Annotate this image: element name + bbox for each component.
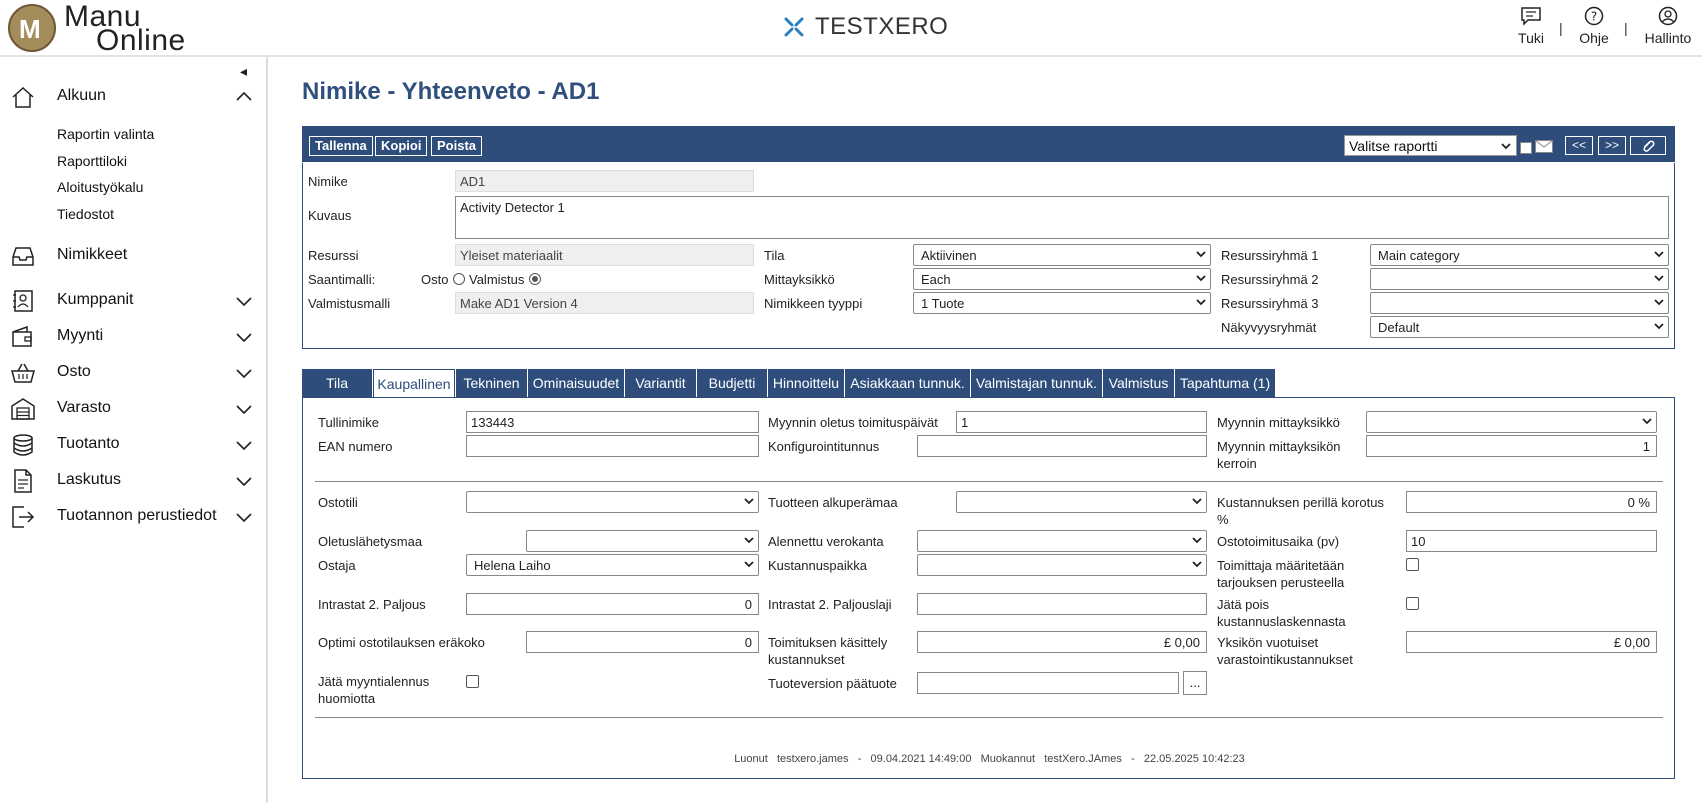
resurssiryhma3-select[interactable] bbox=[1370, 292, 1669, 314]
chevron-down-icon bbox=[1192, 559, 1202, 569]
sidebar-subitem-tiedostot[interactable]: Tiedostot bbox=[57, 206, 115, 222]
kustannuspaikka-label: Kustannuspaikka bbox=[768, 558, 868, 573]
resurssi-field: Yleiset materiaalit bbox=[455, 244, 754, 266]
varastointi-input[interactable]: £ 0,00 bbox=[1406, 631, 1657, 653]
tarjous-label: Toimittaja määritetään bbox=[1217, 558, 1345, 573]
ostotili-select[interactable] bbox=[466, 491, 759, 513]
ostaja-value: Helena Laiho bbox=[474, 558, 551, 573]
invoice-icon bbox=[10, 468, 36, 494]
mittayksikko-label: Mittayksikkö bbox=[764, 272, 835, 287]
sidebar-item-label: Tuotannon perustiedot bbox=[57, 507, 217, 524]
tab-tila[interactable]: Tila bbox=[302, 369, 372, 398]
sidebar-item-laskutus[interactable] bbox=[0, 466, 266, 496]
sidebar-item-tuotanto[interactable] bbox=[0, 430, 266, 460]
ostaja-select[interactable] bbox=[466, 554, 759, 576]
attachment-button[interactable] bbox=[1630, 136, 1666, 155]
tab-valmistajan-tunnukset[interactable]: Valmistajan tunnuk. bbox=[971, 369, 1102, 398]
kasittely-label-line2: kustannukset bbox=[768, 652, 845, 667]
section-divider bbox=[315, 481, 1663, 482]
resurssiryhma1-select[interactable] bbox=[1370, 244, 1669, 266]
sidebar-subitem-raporttiloki[interactable]: Raporttiloki bbox=[57, 153, 128, 169]
sidebar-item-label: Osto bbox=[57, 363, 91, 380]
paperclip-icon bbox=[1641, 139, 1655, 153]
erakoko-label: Optimi ostotilauksen eräkoko bbox=[318, 635, 485, 650]
korotus-input[interactable]: 0 % bbox=[1406, 491, 1657, 513]
tila-value: Aktiivinen bbox=[921, 248, 977, 263]
paatuote-lookup-button[interactable]: ... bbox=[1183, 671, 1207, 695]
resurssiryhma1-label: Resurssiryhmä 1 bbox=[1221, 248, 1319, 263]
chevron-down-icon bbox=[744, 535, 754, 545]
paatuote-label: Tuoteversion päätuote bbox=[768, 676, 897, 691]
tullinimike-label: Tullinimike bbox=[318, 415, 379, 430]
sidebar-item-osto[interactable] bbox=[0, 358, 266, 388]
kerroin-label: Myynnin mittayksikön bbox=[1217, 439, 1341, 454]
chevron-down-icon[interactable] bbox=[235, 508, 253, 526]
header-link-label: Hallinto bbox=[1644, 30, 1692, 46]
saantimalli-label: Saantimalli: bbox=[308, 272, 376, 287]
chevron-down-icon bbox=[744, 496, 754, 506]
chevron-down-icon bbox=[1654, 249, 1664, 259]
valmistusmalli-label: Valmistusmalli bbox=[308, 296, 391, 311]
kaupallinen-panel bbox=[302, 397, 1675, 779]
tullinimike-input[interactable]: 133443 bbox=[466, 411, 759, 433]
tab-valmistus[interactable]: Valmistus bbox=[1103, 369, 1174, 398]
chevron-down-icon[interactable] bbox=[235, 364, 253, 382]
chevron-down-icon bbox=[1192, 496, 1202, 506]
sidebar-subitem-aloitustyokalu[interactable]: Aloitustyökalu bbox=[57, 179, 144, 195]
varastointi-label-line2: varastointikustannukset bbox=[1217, 652, 1353, 667]
copy-button[interactable]: Kopioi bbox=[375, 136, 427, 156]
intrastat-paljouslaji-input[interactable] bbox=[917, 593, 1207, 615]
sidebar bbox=[0, 57, 268, 803]
resurssiryhma2-select[interactable] bbox=[1370, 268, 1669, 290]
page-title: Nimike - Yhteenveto - AD1 bbox=[302, 78, 600, 105]
sidebar-item-myynti[interactable] bbox=[0, 322, 266, 352]
valmistus-radio-label: Valmistus bbox=[469, 272, 525, 287]
report-select[interactable] bbox=[1344, 135, 1517, 156]
sidebar-item-label: Kumppanit bbox=[57, 291, 134, 308]
myynnin-mittayksikko-select[interactable] bbox=[1366, 411, 1657, 433]
tab-tekninen[interactable]: Tekninen bbox=[456, 369, 527, 398]
erakoko-input[interactable]: 0 bbox=[526, 631, 759, 653]
resurssiryhma2-label: Resurssiryhmä 2 bbox=[1221, 272, 1319, 287]
nimikkeen-tyyppi-value: 1 Tuote bbox=[921, 296, 965, 311]
tab-asiakkaan-tunnukset[interactable]: Asiakkaan tunnuk. bbox=[845, 369, 970, 398]
next-record-button[interactable]: >> bbox=[1598, 136, 1626, 155]
chat-icon bbox=[1520, 6, 1542, 26]
chevron-down-icon bbox=[1654, 321, 1664, 331]
chevron-down-icon[interactable] bbox=[235, 292, 253, 310]
ostotoimitusaika-input[interactable]: 10 bbox=[1406, 530, 1657, 552]
jata-pois-label: Jätä pois bbox=[1217, 597, 1270, 612]
user-icon bbox=[1657, 6, 1679, 26]
paatuote-input[interactable] bbox=[917, 672, 1179, 694]
svg-text:?: ? bbox=[1590, 9, 1598, 24]
save-button[interactable]: Tallenna bbox=[309, 136, 373, 156]
logo-mark: M bbox=[8, 4, 56, 52]
sidebar-item-label: Varasto bbox=[57, 399, 111, 416]
verokanta-select[interactable] bbox=[917, 530, 1207, 552]
sidebar-item-label: Myynti bbox=[57, 327, 104, 344]
nakyvyysryhmat-label: Näkyvyysryhmät bbox=[1221, 320, 1317, 335]
tab-tapahtuma[interactable]: Tapahtuma (1) bbox=[1175, 369, 1275, 398]
kerroin-input[interactable]: 1 bbox=[1366, 435, 1657, 457]
myynnin-mittayksikko-label: Myynnin mittayksikkö bbox=[1217, 415, 1340, 430]
mittayksikko-select[interactable] bbox=[913, 268, 1211, 290]
toimituspaivat-input[interactable]: 1 bbox=[956, 411, 1207, 433]
resurssiryhma3-label: Resurssiryhmä 3 bbox=[1221, 296, 1319, 311]
kustannuspaikka-select[interactable] bbox=[917, 554, 1207, 576]
tila-label: Tila bbox=[764, 248, 785, 263]
chevron-down-icon[interactable] bbox=[235, 472, 253, 490]
chevron-down-icon bbox=[1654, 273, 1664, 283]
korotus-label-line2: % bbox=[1217, 512, 1229, 527]
nimikkeen-tyyppi-label: Nimikkeen tyyppi bbox=[764, 296, 863, 311]
delete-button[interactable]: Poista bbox=[431, 136, 482, 156]
header-separator: | bbox=[1624, 20, 1628, 36]
wallet-icon bbox=[10, 324, 36, 350]
database-icon bbox=[10, 432, 36, 458]
sidebar-item-label: Nimikkeet bbox=[57, 246, 128, 263]
myyntialennus-label-line2: huomiotta bbox=[318, 691, 376, 706]
header-link-hallinto[interactable] bbox=[1638, 6, 1698, 46]
item-header-panel bbox=[302, 163, 1675, 349]
intrastat-paljous-label: Intrastat 2. Paljous bbox=[318, 597, 426, 612]
intrastat-paljous-input[interactable]: 0 bbox=[466, 593, 759, 615]
ostotili-label: Ostotili bbox=[318, 495, 358, 510]
logo-text-online: Online bbox=[96, 24, 186, 57]
chevron-down-icon bbox=[1501, 141, 1511, 151]
company-brand bbox=[783, 12, 948, 42]
kuvaus-label: Kuvaus bbox=[308, 208, 352, 223]
header-link-label: Tuki bbox=[1518, 30, 1544, 46]
chevron-down-icon bbox=[1192, 535, 1202, 545]
top-bar bbox=[0, 0, 1702, 57]
resurssi-label: Resurssi bbox=[308, 248, 359, 263]
oletuslahetysmaa-label: Oletuslähetysmaa bbox=[318, 534, 423, 549]
varastointi-label: Yksikön vuotuiset bbox=[1217, 635, 1319, 650]
ean-label: EAN numero bbox=[318, 439, 393, 454]
section-divider bbox=[315, 717, 1663, 718]
chevron-down-icon[interactable] bbox=[235, 400, 253, 418]
jata-pois-label-line2: kustannuslaskennasta bbox=[1217, 614, 1346, 629]
header-separator: | bbox=[1559, 20, 1563, 36]
oletuslahetysmaa-select[interactable] bbox=[526, 530, 759, 552]
tarjous-label-line2: tarjouksen perusteella bbox=[1217, 575, 1345, 590]
nimike-label: Nimike bbox=[308, 174, 348, 189]
sidebar-item-label: Laskutus bbox=[57, 471, 122, 488]
inbox-icon bbox=[10, 243, 36, 269]
tab-budjetti[interactable]: Budjetti bbox=[697, 369, 767, 398]
sidebar-item-alkuun[interactable] bbox=[0, 82, 266, 112]
home-icon bbox=[10, 84, 36, 110]
tab-hinnoittelu[interactable]: Hinnoittelu bbox=[768, 369, 844, 398]
header-link-label: Ohje bbox=[1579, 30, 1609, 46]
sidebar-item-label: Tuotanto bbox=[57, 435, 120, 452]
alkuperamaa-label: Tuotteen alkuperämaa bbox=[768, 495, 898, 510]
chevron-down-icon bbox=[1196, 249, 1206, 259]
nimikkeen-tyyppi-select[interactable] bbox=[913, 292, 1211, 314]
help-icon bbox=[1583, 6, 1605, 26]
sidebar-item-label: Alkuun bbox=[57, 87, 106, 104]
tab-kaupallinen[interactable]: Kaupallinen bbox=[373, 369, 455, 399]
chevron-down-icon[interactable] bbox=[235, 436, 253, 454]
chevron-down-icon bbox=[1654, 297, 1664, 307]
myyntialennus-label: Jätä myyntialennus bbox=[318, 674, 430, 689]
osto-radio[interactable] bbox=[453, 273, 465, 285]
myyntialennus-checkbox[interactable] bbox=[466, 675, 479, 688]
sidebar-item-tuotannon-perustiedot[interactable] bbox=[0, 502, 266, 532]
kasittely-label: Toimituksen käsittely bbox=[768, 635, 888, 650]
kasittely-input[interactable]: £ 0,00 bbox=[917, 631, 1207, 653]
chevron-down-icon bbox=[1642, 416, 1652, 426]
basket-icon bbox=[10, 360, 36, 386]
tila-select[interactable] bbox=[913, 244, 1211, 266]
intrastat-paljouslaji-label: Intrastat 2. Paljouslaji bbox=[768, 597, 892, 612]
sidebar-item-varasto[interactable] bbox=[0, 394, 266, 424]
tab-variantit[interactable]: Variantit bbox=[625, 369, 696, 398]
chevron-down-icon[interactable] bbox=[235, 328, 253, 346]
nakyvyysryhmat-select[interactable] bbox=[1370, 316, 1669, 338]
chevron-down-icon bbox=[1196, 273, 1206, 283]
contacts-icon bbox=[10, 288, 36, 314]
audit-info: Luonut testxero.james - 09.04.2021 14:49:00 Muokannut testXero.JAmes - 22.05.2025 10:42:23 bbox=[734, 753, 1245, 765]
logo-text-manu: Manu bbox=[64, 0, 142, 33]
sidebar-subitem-raportin-valinta[interactable]: Raportin valinta bbox=[57, 126, 155, 142]
kerroin-label-line2: kerroin bbox=[1217, 456, 1257, 471]
korotus-label: Kustannuksen perillä korotus bbox=[1217, 495, 1384, 510]
sidebar-item-nimikkeet[interactable] bbox=[0, 241, 266, 271]
valmistus-radio[interactable] bbox=[529, 273, 541, 285]
alkuperamaa-select[interactable] bbox=[956, 491, 1207, 513]
report-email-checkbox[interactable] bbox=[1520, 142, 1532, 154]
nakyvyysryhmat-value: Default bbox=[1378, 320, 1420, 335]
nimike-field: AD1 bbox=[455, 170, 754, 192]
konfigurointitunnus-label: Konfigurointitunnus bbox=[768, 439, 880, 454]
xero-cross-icon bbox=[783, 16, 805, 38]
warehouse-icon bbox=[10, 396, 36, 422]
mail-icon[interactable] bbox=[1535, 140, 1553, 153]
chevron-down-icon bbox=[1196, 297, 1206, 307]
header-link-tuki[interactable] bbox=[1501, 6, 1561, 46]
konfigurointitunnus-input[interactable] bbox=[917, 435, 1207, 457]
sidebar-item-kumppanit[interactable] bbox=[0, 286, 266, 316]
chevron-up-icon[interactable] bbox=[235, 88, 253, 106]
resurssiryhma1-value: Main category bbox=[1378, 248, 1460, 263]
chevron-down-icon bbox=[744, 559, 754, 569]
tab-ominaisuudet[interactable]: Ominaisuudet bbox=[528, 369, 624, 398]
valmistusmalli-field: Make AD1 Version 4 bbox=[455, 292, 754, 314]
ean-input[interactable] bbox=[466, 435, 759, 457]
toolbar bbox=[302, 126, 1675, 162]
previous-record-button[interactable]: << bbox=[1565, 136, 1593, 155]
header-link-ohje[interactable] bbox=[1564, 6, 1624, 46]
tarjous-checkbox[interactable] bbox=[1406, 558, 1419, 571]
manu-online-logo[interactable] bbox=[8, 0, 208, 57]
collapse-sidebar-icon[interactable]: ◂ bbox=[240, 63, 248, 79]
ostotoimitusaika-label: Ostotoimitusaika (pv) bbox=[1217, 534, 1340, 549]
verokanta-label: Alennettu verokanta bbox=[768, 534, 884, 549]
ostaja-label: Ostaja bbox=[318, 558, 356, 573]
brand-name: TESTXERO bbox=[815, 13, 949, 40]
exit-icon bbox=[10, 504, 36, 530]
report-select-value: Valitse raportti bbox=[1349, 138, 1438, 154]
toimituspaivat-label: Myynnin oletus toimituspäivät bbox=[768, 415, 938, 430]
osto-radio-label: Osto bbox=[421, 272, 449, 287]
jata-pois-checkbox[interactable] bbox=[1406, 597, 1419, 610]
mittayksikko-value: Each bbox=[921, 272, 951, 287]
kuvaus-textarea[interactable]: Activity Detector 1 bbox=[455, 196, 1669, 239]
